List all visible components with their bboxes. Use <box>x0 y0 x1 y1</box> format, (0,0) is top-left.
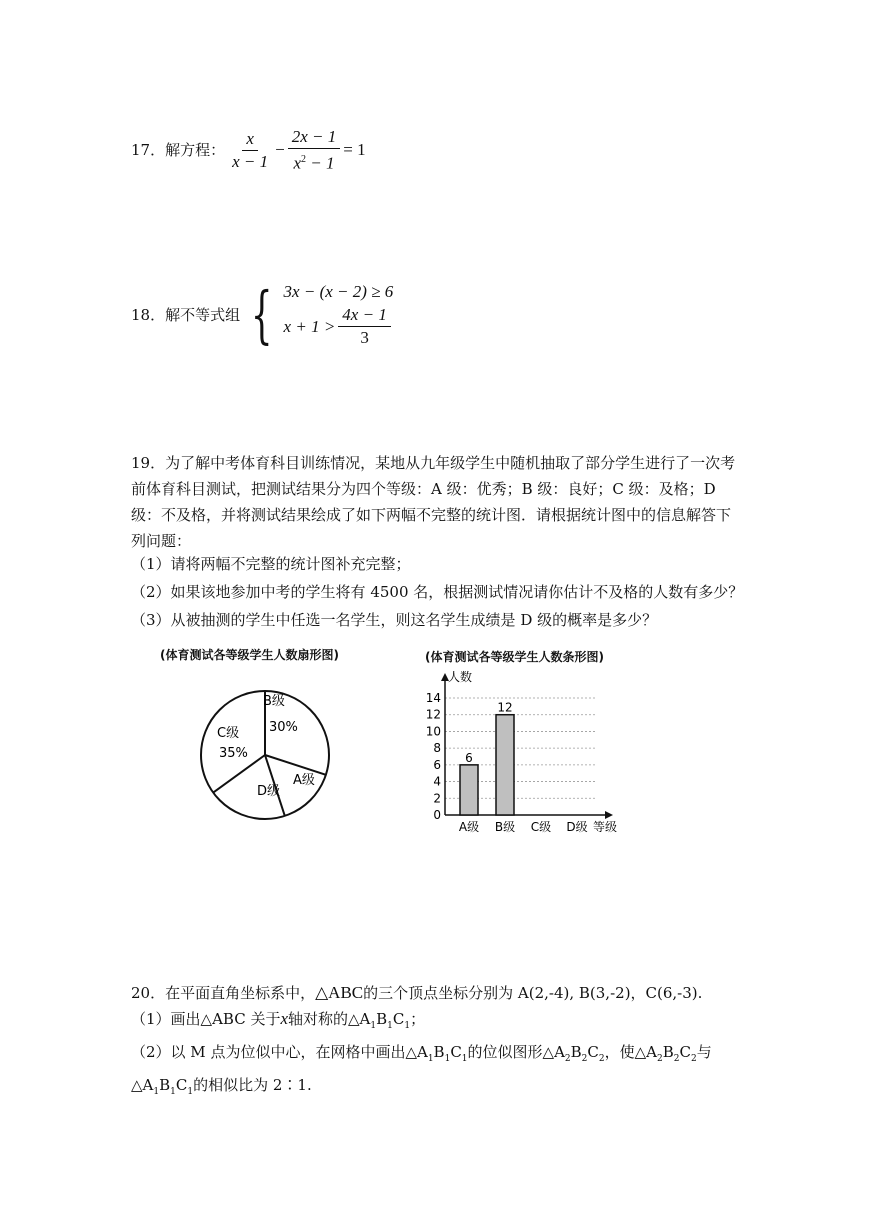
bar-ylabel: 人数 <box>448 670 473 684</box>
q19-sub-2: （2）如果该地参加中考的学生将有 4500 名，根据测试情况请你估计不及格的人数有多少？ <box>131 583 744 601</box>
pie-chart-title: (体育测试各等级学生人数扇形图) <box>160 648 339 662</box>
q18-system <box>284 282 394 347</box>
bar-A级 <box>460 765 478 815</box>
q17-equation: $\frac{x}{x - 1}$ − $\frac{2x - 1}{x^2 - 1}$ = 1 <box>225 128 366 173</box>
y-tick-label: 8 <box>433 741 441 756</box>
q18-line-1: 3x − (x − 2) ≥ 6 <box>283 282 394 301</box>
q19-line-4: 列问题： <box>131 532 192 550</box>
bar-xlabel: 等级 <box>593 820 618 834</box>
question-17 <box>131 128 366 173</box>
y-tick-label: 2 <box>433 791 441 806</box>
y-tick-label: 4 <box>433 774 441 789</box>
q17-fraction-1: $\frac{x}{x - 1}$ <box>232 128 269 171</box>
y-tick-label: 0 <box>433 808 441 822</box>
y-tick-label: 14 <box>425 691 441 705</box>
y-tick-label: 6 <box>433 757 441 772</box>
q19-sub-1: （1）请将两幅不完整的统计图补充完整； <box>131 555 411 573</box>
q20-sub-2: （2）以 M 点为位似中心，在网格中画出$\triangle A_1B_1C_1$的位似图形$\triangle A_2B_2C_2$，使$\triangle A_2B_2C_2$与 <box>131 1043 712 1064</box>
question-20 <box>131 980 781 1105</box>
bar-chart <box>415 665 630 840</box>
question-18 <box>131 277 394 351</box>
bar-value-label: 12 <box>497 700 513 715</box>
pie-label-a: A级 <box>293 773 315 788</box>
q18-fraction: $\frac{4x - 1}{3}$ <box>338 306 391 347</box>
q18-label: 18．解不等式组 <box>131 306 241 324</box>
question-19 <box>131 450 751 554</box>
y-tick-label: 12 <box>425 707 441 722</box>
q18-line-2: x + 1 > $\frac{4x - 1}{3}$ <box>284 306 394 347</box>
x-tick-label: D级 <box>566 820 588 834</box>
pie-label-d: D级 <box>257 784 281 799</box>
q17-label: 17．解方程： <box>131 141 226 160</box>
q17-fraction-2: $\frac{2x - 1}{x^2 - 1}$ <box>288 128 341 173</box>
q19-line-1: 19．为了解中考体育科目训练情况，某地从九年级学生中随机抽取了部分学生进行了一次考 <box>131 454 736 472</box>
x-axis-arrow <box>605 811 613 819</box>
pie-label-b-pct: 30% <box>269 720 298 735</box>
bar-value-label: 6 <box>465 750 473 765</box>
bar-B级 <box>496 715 514 815</box>
q19-sub-3: （3）从被抽测的学生中任选一名学生，则这名学生成绩是 D 级的概率是多少？ <box>131 611 658 629</box>
x-tick-label: A级 <box>458 820 480 834</box>
q20-line-1: 20．在平面直角坐标系中，△ABC的三个顶点坐标分别为 A(2,-4), B(3,-2)，C(6,-3). <box>131 983 703 1002</box>
question-19-subquestions <box>131 550 771 634</box>
pie-chart <box>195 675 355 825</box>
x-tick-label: C级 <box>530 820 552 834</box>
bar-chart-title: (体育测试各等级学生人数条形图) <box>425 650 604 664</box>
pie-label-b: B级 <box>263 694 285 709</box>
y-tick-label: 10 <box>425 724 441 739</box>
q20-line-last: $\triangle A_1B_1C_1$的相似比为 2∶1. <box>131 1076 312 1097</box>
x-tick-label: B级 <box>494 820 516 834</box>
q20-sub-1: （1）画出△ABC 关于x轴对称的$\triangle A_1B_1C_1$； <box>131 1009 426 1031</box>
pie-label-c-pct: 35% <box>219 746 248 761</box>
curly-brace: { <box>250 277 273 351</box>
bar-group <box>426 673 613 834</box>
q19-line-3: 级：不及格，并将测试结果绘成了如下两幅不完整的统计图．请根据统计图中的信息解答下 <box>131 506 732 524</box>
pie-label-c: C级 <box>217 726 240 741</box>
q19-line-2: 前体育科目测试，把测试结果分为四个等级：A 级：优秀；B 级：良好；C 级：及格；D <box>131 480 716 498</box>
